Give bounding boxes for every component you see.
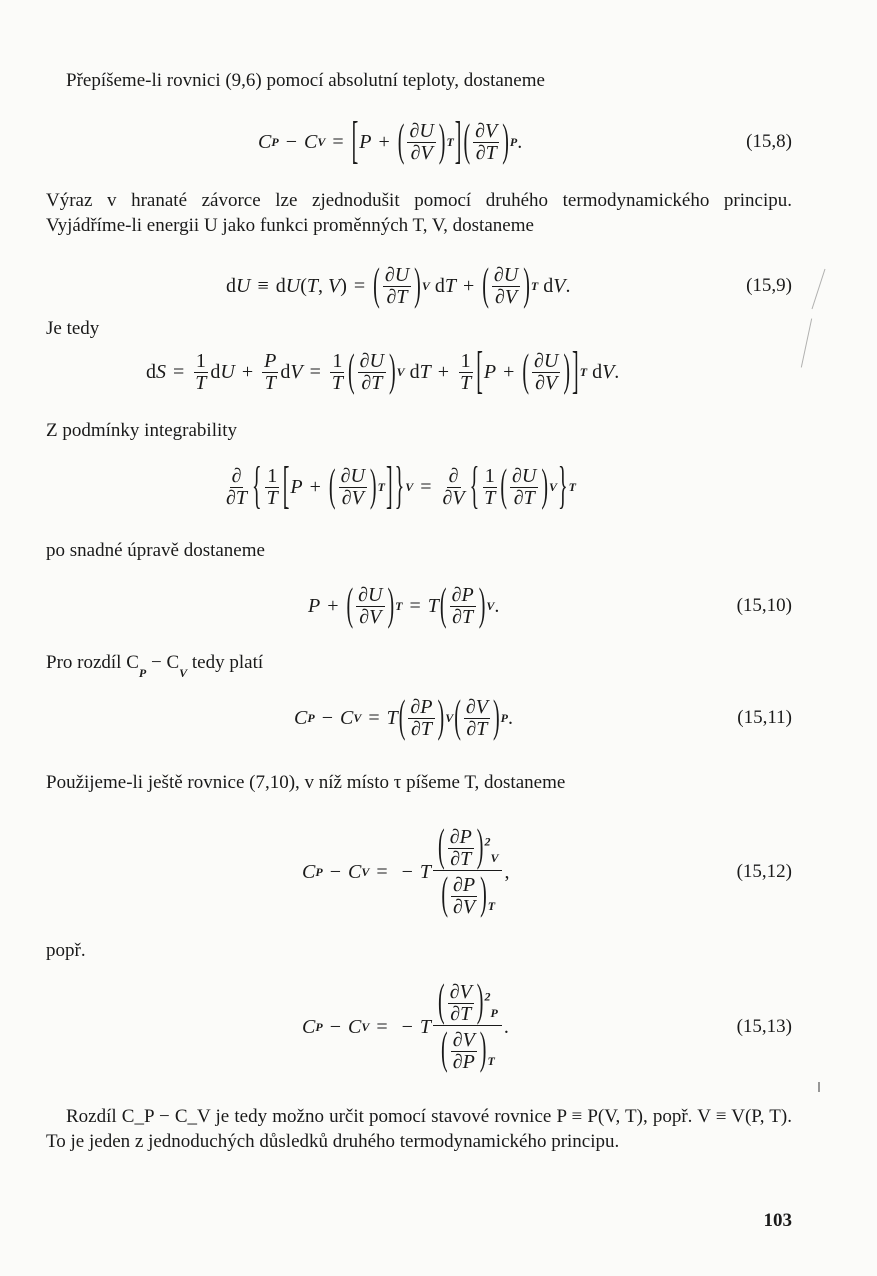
equation-15-9: d U ≡ d U ( T , V ) = ( $\frac{\partial U}{\partial T}$ ) V d T + ( $\frac{\partial U}{\partial V}$ ) T d V . (15,9) bbox=[0, 256, 877, 316]
page-number: 103 bbox=[763, 1210, 792, 1231]
equation-number: (15,10) bbox=[736, 595, 792, 616]
equation-15-11: C P − C V = T ( $\frac{\partial P}{\partial T}$ ) V ( $\frac{\partial V}{\partial T}$ ) P . (15,11) bbox=[0, 688, 877, 748]
equation-15-12: C P − C V = − T ( $\frac{\partial P}{\partial T}$ )$^2_V$ ( $\frac{\partial P}{\partial V}$ )$_T$ , (15,12) bbox=[0, 812, 877, 932]
paragraph-3: Je tedy bbox=[46, 318, 100, 339]
equation-number: (15,12) bbox=[736, 861, 792, 882]
equation-number: (15,13) bbox=[736, 1016, 792, 1037]
paragraph-2: Výraz v hranaté závorce lze zjednodušit pomocí druhého termodynamického principu. Vyjádříme-li energii U jako funkci proměnných T, V, dostaneme bbox=[46, 190, 792, 236]
paragraph-6: Pro rozdíl $C_P - C_V$ tedy platí bbox=[46, 652, 264, 680]
equation-ds: d S = $\frac{1}{T}$ d U + $\frac{P}{T}$ d V = $\frac{1}{T}$ ( $\frac{\partial U}{\partial T}$ ) V d T + $\frac{1}{T}$ [ P + ( $\frac{\partial U}{\partial V}$ ) ] T d V . bbox=[146, 342, 620, 400]
equation-integrability: $\frac{\partial}{\partial T}$ { $\frac{1}{T}$ [ P + ( $\frac{\partial U}{\partial V}$ ) T ] } V = $\frac{\partial}{\partial V}$ { $\frac{1}{T}$ ( $\frac{\partial U}{\partial T}$ ) V } T bbox=[226, 457, 576, 515]
equation-15-8: C P − C V = [ P + ( $\frac{\partial U}{\partial V}$ ) T ] ( $\frac{\partial V}{\partial T}$ ) P . (15,8) bbox=[0, 112, 877, 172]
paragraph-4: Z podmínky integrability bbox=[46, 420, 238, 441]
paragraph-7: Použijeme-li ještě rovnice (7,10), v níž místo τ píšeme T, dostaneme bbox=[46, 772, 566, 793]
equation-number: (15,8) bbox=[746, 131, 792, 152]
paragraph-8: popř. bbox=[46, 940, 86, 961]
equation-15-13: C P − C V = − T ( $\frac{\partial V}{\partial T}$ )$^2_P$ ( $\frac{\partial V}{\partial P}$ )$_T$ . (15,13) bbox=[0, 966, 877, 1088]
equation-number: (15,9) bbox=[746, 275, 792, 296]
paragraph-5: po snadné úpravě dostaneme bbox=[46, 540, 265, 561]
paragraph-9: Rozdíl C_P − C_V je tedy možno určit pomocí stavové rovnice P ≡ P(V, T), popř. V ≡ V(P, T). To je jeden z jednoduchých důsledků druhého termodynamického principu. bbox=[46, 1106, 792, 1152]
equation-number: (15,11) bbox=[737, 707, 792, 728]
scan-mark bbox=[818, 1082, 820, 1092]
paragraph-1: Přepíšeme-li rovnici (9,6) pomocí absolutní teploty, dostaneme bbox=[66, 70, 545, 91]
equation-15-10: P + ( $\frac{\partial U}{\partial V}$ ) T = T ( $\frac{\partial P}{\partial T}$ ) V . (15,10) bbox=[0, 576, 877, 636]
